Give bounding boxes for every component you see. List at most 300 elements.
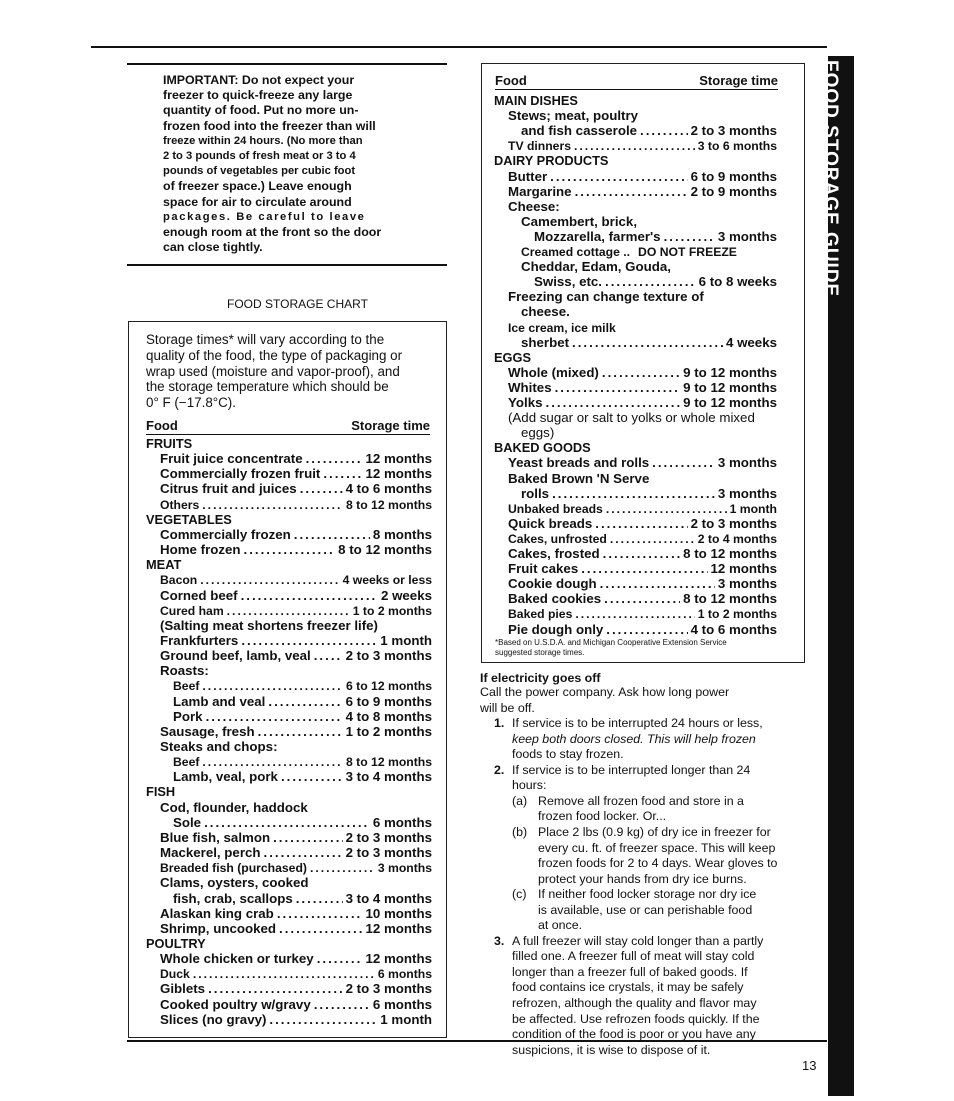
storage-time-value: 6 to 8 weeks xyxy=(698,274,777,290)
storage-row xyxy=(160,981,432,997)
storage-row xyxy=(508,289,777,305)
dot-leader xyxy=(269,1012,377,1028)
food-item-label: BAKED GOODS xyxy=(494,440,591,456)
dot-leader xyxy=(244,542,336,558)
list-marker: (a) xyxy=(512,793,528,808)
footnote xyxy=(495,638,785,657)
food-item-label: Sausage, fresh xyxy=(160,723,255,739)
storage-time-value: 1 to 2 months xyxy=(697,607,777,622)
storage-row xyxy=(146,557,432,573)
storage-row xyxy=(508,108,777,124)
storage-row xyxy=(160,542,432,558)
food-item-label: Others xyxy=(160,497,200,512)
dot-leader xyxy=(277,906,363,922)
food-item-label: Stews; meat, poultry xyxy=(508,108,639,124)
storage-row xyxy=(494,350,777,366)
important-line: enough room at the front so the door xyxy=(163,225,382,240)
storage-time-value: 8 months xyxy=(372,526,432,542)
food-item-label: Lamb and veal xyxy=(173,693,266,709)
electricity-line: food contains ice crystals, it may be safely xyxy=(512,980,744,995)
storage-row xyxy=(160,481,432,497)
storage-time-value: 4 to 8 months xyxy=(345,708,432,724)
storage-row xyxy=(173,815,432,831)
food-item-label: Baked cookies xyxy=(508,591,602,607)
electricity-line: frozen food locker. Or... xyxy=(538,809,667,824)
food-item-label: sherbet xyxy=(521,334,570,350)
food-item-label: Unbaked breads xyxy=(508,501,603,516)
side-tab-label: FOOD STORAGE GUIDE xyxy=(820,60,841,298)
storage-time-value: 2 to 4 months xyxy=(697,531,777,546)
food-item-label: FISH xyxy=(146,784,176,800)
storage-row xyxy=(160,739,432,755)
food-item-label: Fruit juice concentrate xyxy=(160,451,303,467)
list-marker: 2. xyxy=(494,762,505,777)
storage-time-value: 3 months xyxy=(717,228,777,244)
dot-leader xyxy=(664,229,715,245)
dot-leader xyxy=(258,724,343,740)
electricity-line: frozen foods for 2 to 4 days. Wear gloves to xyxy=(538,856,778,871)
food-item-label: Corned beef xyxy=(160,587,238,603)
storage-row xyxy=(160,921,432,937)
food-item-label: Duck xyxy=(160,967,190,982)
food-item-label: Giblets xyxy=(160,981,206,997)
intro-line: wrap used (moisture and vapor-proof), and xyxy=(146,363,400,379)
important-line: freezer to quick-freeze any large xyxy=(163,88,353,103)
important-line: pounds of vegetables per cubic foot xyxy=(163,165,356,178)
electricity-line: If service is to be interrupted 24 hours or less, xyxy=(512,716,763,731)
important-line: quantity of food. Put no more un- xyxy=(163,103,359,118)
storage-time-value: 2 to 3 months xyxy=(345,829,432,845)
food-item-label: Cakes, frosted xyxy=(508,546,600,561)
storage-row xyxy=(494,440,777,456)
food-item-label: Pork xyxy=(173,708,203,724)
food-item-label: Butter xyxy=(508,168,548,184)
food-item-label: Steaks and chops: xyxy=(160,739,278,754)
dot-leader xyxy=(581,561,707,577)
list-marker: (b) xyxy=(512,824,528,839)
food-item-label: Yolks xyxy=(508,395,543,410)
storage-row xyxy=(508,622,777,638)
dot-leader xyxy=(552,486,715,502)
storage-time-value: 4 to 6 months xyxy=(345,481,432,497)
footnote-line: *Based on U.S.D.A. and Michigan Cooperative Extension Service xyxy=(495,638,727,647)
storage-row xyxy=(508,501,777,517)
dot-leader xyxy=(603,546,681,562)
food-item-label: Margarine xyxy=(508,183,572,199)
electricity-line: filled one. A freezer full of meat will stay cold xyxy=(512,949,755,964)
storage-time-value: 9 to 12 months xyxy=(683,379,777,395)
dot-leader xyxy=(202,754,343,770)
storage-time-value: 3 months xyxy=(377,861,432,876)
storage-row xyxy=(146,512,432,528)
food-item-label: Cheddar, Edam, Gouda, xyxy=(521,259,671,275)
storage-row xyxy=(521,425,777,441)
dot-leader xyxy=(574,138,695,154)
electricity-line: hours: xyxy=(512,778,547,793)
dot-leader xyxy=(281,769,343,785)
dot-leader xyxy=(314,648,343,664)
food-item-label: Whites xyxy=(508,379,552,395)
storage-row xyxy=(173,694,432,710)
storage-time-value: 12 months xyxy=(365,466,432,482)
electricity-line: at once. xyxy=(538,918,583,933)
food-item-label: Camembert, brick, xyxy=(521,213,638,229)
important-line: packages. Be careful to leave xyxy=(163,210,366,223)
dot-leader xyxy=(652,455,715,471)
storage-row xyxy=(508,516,777,532)
storage-row xyxy=(508,531,777,547)
dot-leader xyxy=(555,380,681,396)
food-item-label: Citrus fruit and juices xyxy=(160,481,297,497)
food-item-label: Baked pies xyxy=(508,607,573,622)
food-item-label: Frankfurters xyxy=(160,632,239,648)
food-item-label: Cookie dough xyxy=(508,576,597,592)
dot-leader xyxy=(296,891,343,907)
dot-leader xyxy=(606,622,687,638)
storage-time-value: 2 to 3 months xyxy=(345,648,432,664)
storage-row xyxy=(508,561,777,577)
storage-time-value: 4 weeks xyxy=(725,334,777,350)
footnote-line: suggested storage times. xyxy=(495,647,585,657)
storage-time-value: 1 month xyxy=(380,632,432,648)
storage-row xyxy=(160,966,432,982)
storage-row xyxy=(146,784,432,800)
storage-time-value: 4 weeks or less xyxy=(342,573,432,588)
storage-row xyxy=(508,380,777,396)
storage-time-value: 12 months xyxy=(710,561,777,577)
food-item-label: Clams, oysters, cooked xyxy=(160,875,309,891)
storage-row xyxy=(173,769,432,785)
storage-row xyxy=(508,576,777,592)
electricity-line: longer than a freezer full of baked goods. If xyxy=(512,964,748,979)
food-item-label: cheese. xyxy=(521,304,570,320)
food-item-label: (Salting meat shortens freezer life) xyxy=(160,617,378,633)
intro-line: the storage temperature which should be xyxy=(146,379,389,395)
electricity-line: foods to stay frozen. xyxy=(512,747,624,762)
food-item-label: Mackerel, perch xyxy=(160,845,261,861)
dot-leader xyxy=(208,981,342,997)
food-item-label: Whole (mixed) xyxy=(508,364,599,380)
storage-row xyxy=(160,800,432,816)
food-item-label: Freezing can change texture of xyxy=(508,289,704,305)
food-item-label: FRUITS xyxy=(146,436,193,451)
food-item-label: Bacon xyxy=(160,573,198,588)
food-item-label: DAIRY PRODUCTS xyxy=(494,153,609,169)
important-line: IMPORTANT: Do not expect your xyxy=(163,73,355,87)
storage-time-value: DO NOT FREEZE xyxy=(638,245,737,259)
important-line: space for air to circulate around xyxy=(163,194,352,209)
storage-row xyxy=(508,184,777,200)
storage-row xyxy=(534,229,777,245)
dot-leader xyxy=(572,335,723,351)
storage-row xyxy=(494,153,777,169)
electricity-line: refrozen, although the quality and flavor may xyxy=(512,996,757,1010)
storage-row xyxy=(521,335,777,351)
food-item-label: Pie dough only xyxy=(508,621,604,637)
storage-row xyxy=(508,138,777,154)
list-marker: 3. xyxy=(494,933,505,948)
storage-time-value: 2 to 3 months xyxy=(690,123,777,139)
storage-row xyxy=(160,572,432,588)
page-number: 13 xyxy=(802,1058,817,1073)
food-item-label: fish, crab, scallops xyxy=(173,890,293,906)
food-item-label: Cured ham xyxy=(160,603,224,618)
storage-row xyxy=(508,365,777,381)
food-item-label: Swiss, etc. xyxy=(534,274,602,290)
important-top-rule xyxy=(127,63,447,65)
dot-leader xyxy=(317,951,363,967)
dot-leader xyxy=(602,365,680,381)
storage-row xyxy=(508,546,777,562)
electricity-line: keep both doors closed. This will help frozen xyxy=(512,731,756,746)
food-item-label: Yeast breads and rolls xyxy=(508,455,650,471)
food-item-label: Creamed cottage .. xyxy=(521,245,631,259)
storage-row xyxy=(534,274,777,290)
intro-text xyxy=(146,332,436,411)
storage-time-value: 1 month xyxy=(729,501,777,516)
food-item-label: Whole chicken or turkey xyxy=(160,951,314,967)
dot-leader xyxy=(241,588,378,604)
food-item-label: Quick breads xyxy=(508,515,593,531)
storage-row xyxy=(160,588,432,604)
storage-row xyxy=(160,497,432,513)
right-header xyxy=(495,73,778,90)
dot-leader xyxy=(202,678,343,694)
storage-row xyxy=(173,678,432,694)
food-item-label: Alaskan king crab xyxy=(160,905,274,921)
electricity-line: condition of the food is poor or you have any xyxy=(512,1027,756,1042)
storage-row xyxy=(173,709,432,725)
food-item-label: Commercially frozen fruit xyxy=(160,466,321,482)
storage-time-value: 4 to 6 months xyxy=(690,621,777,637)
storage-time-value: 9 to 12 months xyxy=(683,395,777,410)
dot-leader xyxy=(595,516,687,532)
food-item-label: Beef xyxy=(173,679,200,694)
storage-row xyxy=(521,244,777,260)
storage-row xyxy=(160,1012,432,1028)
dot-leader xyxy=(306,451,363,467)
food-item-label: Ice cream, ice milk xyxy=(508,320,616,335)
dot-leader xyxy=(606,501,727,517)
storage-row xyxy=(508,455,777,471)
food-item-label: Blue fish, salmon xyxy=(160,829,271,845)
storage-row xyxy=(521,304,777,320)
food-item-label: EGGS xyxy=(494,349,531,365)
list-marker: 1. xyxy=(494,716,505,731)
top-rule xyxy=(91,46,827,48)
storage-time-value: 10 months xyxy=(365,905,432,921)
storage-time-value: 2 to 3 months xyxy=(690,515,777,531)
storage-time-value: 6 to 9 months xyxy=(345,693,432,709)
storage-row xyxy=(160,860,432,876)
storage-row xyxy=(521,214,777,230)
storage-row xyxy=(494,93,777,109)
electricity-line: Remove all frozen food and store in a xyxy=(538,793,744,808)
electricity-line: If neither food locker storage nor dry ice xyxy=(538,887,757,902)
food-item-label: Shrimp, uncooked xyxy=(160,920,276,936)
storage-row xyxy=(508,410,777,426)
food-item-label: Cakes, unfrosted xyxy=(508,531,607,546)
food-item-label: Beef xyxy=(173,755,200,770)
dot-leader xyxy=(575,606,694,622)
food-item-label: POULTRY xyxy=(146,935,206,951)
list-marker: (c) xyxy=(512,887,527,902)
storage-row xyxy=(173,754,432,770)
storage-time-header: Storage time xyxy=(699,73,778,88)
dot-leader xyxy=(264,845,343,861)
dot-leader xyxy=(640,123,688,139)
dot-leader xyxy=(604,591,680,607)
food-item-label: Home frozen xyxy=(160,542,241,558)
storage-time-value: 6 to 9 months xyxy=(690,168,777,184)
electricity-line: is available, use or can perishable food xyxy=(538,902,753,917)
storage-time-value: 8 to 12 months xyxy=(345,497,432,512)
storage-row xyxy=(508,169,777,185)
dot-leader xyxy=(575,184,688,200)
storage-row xyxy=(521,486,777,502)
electricity-heading: If electricity goes off xyxy=(480,671,601,685)
electricity-line: be affected. Use refrozen foods quickly. If the xyxy=(512,1011,760,1026)
storage-time-value: 3 months xyxy=(717,455,777,471)
storage-time-value: 12 months xyxy=(365,920,432,936)
storage-row xyxy=(508,606,777,622)
storage-time-value: 6 months xyxy=(372,814,432,830)
storage-row xyxy=(160,951,432,967)
dot-leader xyxy=(546,395,681,411)
storage-time-value: 8 to 12 months xyxy=(683,591,777,607)
storage-time-value: 3 months xyxy=(717,576,777,592)
storage-time-value: 12 months xyxy=(365,951,432,967)
electricity-line: suspicions, it is wise to dispose of it. xyxy=(512,1042,711,1057)
dot-leader xyxy=(200,572,339,588)
food-item-label: Fruit cakes xyxy=(508,561,579,577)
important-line: 2 to 3 pounds of fresh meat or 3 to 4 xyxy=(163,150,356,163)
storage-time-value: 2 weeks xyxy=(380,587,432,603)
storage-row xyxy=(160,724,432,740)
storage-time-value: 3 to 4 months xyxy=(345,890,432,906)
food-item-label: eggs) xyxy=(521,425,555,441)
storage-row xyxy=(160,997,432,1013)
storage-row xyxy=(146,936,432,952)
dot-leader xyxy=(605,274,696,290)
dot-leader xyxy=(273,830,342,846)
storage-time-value: 3 months xyxy=(717,485,777,501)
food-item-label: Mozzarella, farmer's xyxy=(534,228,661,244)
food-header: Food xyxy=(146,418,178,433)
electricity-line: If service is to be interrupted longer than 24 xyxy=(512,762,751,777)
dot-leader xyxy=(206,709,343,725)
food-item-label: Commercially frozen xyxy=(160,526,291,542)
chart-title: FOOD STORAGE CHART xyxy=(227,297,368,311)
dot-leader xyxy=(202,497,343,513)
intro-line: 0° F (−17.8°C). xyxy=(146,395,236,411)
storage-row xyxy=(508,395,777,411)
electricity-line: protect your hands from dry ice burns. xyxy=(538,871,747,886)
storage-time-value: 2 to 3 months xyxy=(345,981,432,997)
storage-row xyxy=(160,451,432,467)
storage-row xyxy=(160,633,432,649)
storage-time-value: 9 to 12 months xyxy=(683,364,777,380)
storage-row xyxy=(160,845,432,861)
food-item-label: TV dinners xyxy=(508,139,571,154)
storage-row xyxy=(508,591,777,607)
electricity-line: A full freezer will stay cold longer than a partly xyxy=(512,933,764,948)
food-item-label: Breaded fish (purchased) xyxy=(160,861,307,876)
storage-row xyxy=(160,830,432,846)
storage-time-value: 6 months xyxy=(377,967,432,982)
dot-leader xyxy=(300,481,343,497)
intro-line: Storage times* will vary according to the xyxy=(146,332,385,347)
electricity-line: Call the power company. Ask how long power xyxy=(480,685,730,699)
storage-row xyxy=(160,906,432,922)
food-item-label: (Add sugar or salt to yolks or whole mixed xyxy=(508,410,755,426)
storage-time-value: 8 to 12 months xyxy=(338,542,432,558)
storage-time-value: 1 to 2 months xyxy=(352,603,432,618)
electricity-line: every cu. ft. of freezer space. This will keep xyxy=(538,840,776,855)
storage-time-value: 8 to 12 months xyxy=(345,755,432,770)
dot-leader xyxy=(314,997,370,1013)
storage-time-value: 2 to 9 months xyxy=(690,183,777,199)
dot-leader xyxy=(227,603,350,619)
food-item-label: Cheese: xyxy=(508,198,560,214)
storage-row xyxy=(160,603,432,619)
storage-row xyxy=(160,527,432,543)
food-item-label: Ground beef, lamb, veal xyxy=(160,648,311,664)
food-item-label: rolls xyxy=(521,485,550,501)
food-item-label: MAIN DISHES xyxy=(494,93,578,108)
storage-time-value: 6 months xyxy=(372,996,432,1012)
storage-row xyxy=(508,320,777,336)
food-item-label: MEAT xyxy=(146,557,182,573)
food-item-label: Sole xyxy=(173,814,202,830)
dot-leader xyxy=(193,966,375,982)
left-header xyxy=(146,418,430,435)
intro-line: quality of the food, the type of packaging or xyxy=(146,347,403,363)
storage-row xyxy=(146,436,432,452)
storage-row xyxy=(160,618,432,634)
storage-row xyxy=(160,875,432,891)
storage-time-value: 8 to 12 months xyxy=(683,546,777,561)
storage-row xyxy=(173,891,432,907)
storage-time-value: 12 months xyxy=(365,451,432,467)
important-line: can close tightly. xyxy=(163,240,263,255)
food-item-label: Baked Brown 'N Serve xyxy=(508,470,650,486)
storage-time-value: 3 to 6 months xyxy=(697,139,777,154)
storage-time-value: 6 to 12 months xyxy=(345,679,432,694)
storage-time-value: 1 month xyxy=(380,1011,432,1027)
dot-leader xyxy=(294,527,370,543)
dot-leader xyxy=(279,921,363,937)
storage-row xyxy=(160,466,432,482)
important-line: freeze within 24 hours. (No more than xyxy=(163,134,363,147)
electricity-line: Place 2 lbs (0.9 kg) of dry ice in freezer for xyxy=(538,824,771,839)
food-item-label: Cod, flounder, haddock xyxy=(160,799,308,815)
storage-row xyxy=(160,648,432,664)
dot-leader xyxy=(550,169,687,185)
storage-time-value: 3 to 4 months xyxy=(345,769,432,785)
food-item-label: and fish casserole xyxy=(521,123,638,139)
important-line: frozen food into the freezer than will xyxy=(163,118,376,133)
storage-time-header: Storage time xyxy=(351,418,430,433)
dot-leader xyxy=(241,633,377,649)
storage-time-value: 1 to 2 months xyxy=(345,723,432,739)
food-item-label: Roasts: xyxy=(160,663,209,679)
dot-leader xyxy=(268,694,342,710)
food-item-label: VEGETABLES xyxy=(146,511,232,527)
storage-row xyxy=(521,123,777,139)
dot-leader xyxy=(323,466,362,482)
dot-leader xyxy=(610,531,695,547)
